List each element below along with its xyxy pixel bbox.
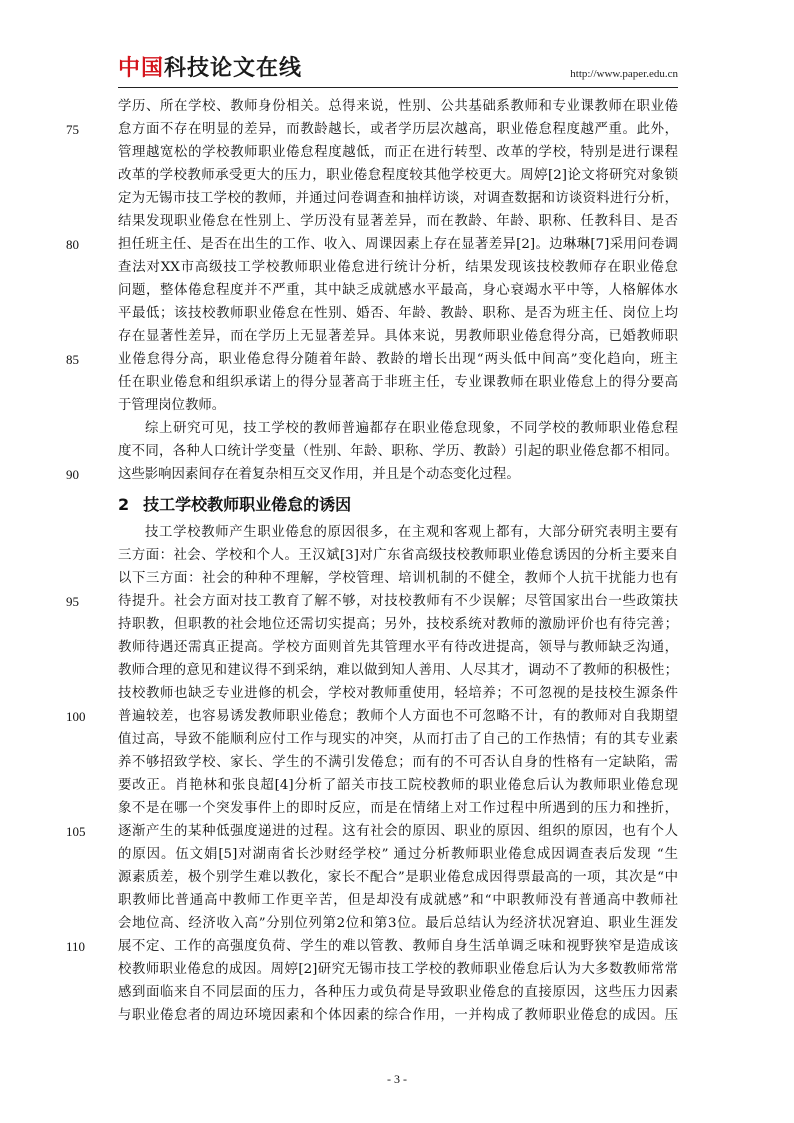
- text-line: [118, 187, 678, 210]
- text-line: [118, 141, 678, 164]
- text-line: [118, 889, 678, 912]
- text-line: [118, 164, 678, 187]
- line-text: 展不定、工作的高强度负荷、学生的难以管教、教师自身生活单调乏味和视野狭窄是造成该: [118, 939, 678, 954]
- text-line: [118, 843, 678, 866]
- line-number: 75: [66, 122, 79, 137]
- text-line: [66, 590, 678, 613]
- text-line: [66, 118, 678, 141]
- site-logo: [118, 56, 302, 82]
- text-line: [118, 279, 678, 302]
- line-number: 80: [66, 237, 79, 252]
- line-text: 怠方面不存在明显的差异，而教龄越长，或者学历层次越高，职业倦怠程度越严重。此外，: [118, 122, 678, 137]
- text-line: [118, 325, 678, 348]
- logo-red-text: 中国: [118, 56, 165, 81]
- line-text: 与职业倦怠者的周边环境因素和个体因素的综合作用，一并构成了教师职业倦怠的成因。压: [118, 1008, 678, 1023]
- text-line: [66, 463, 678, 486]
- text-line: [118, 797, 678, 820]
- line-text: 要改正。肖艳林和张良超[4]分析了韶关市技工院校教师的职业倦怠后认为教师职业倦怠现: [118, 778, 678, 793]
- text-line: [66, 820, 678, 843]
- line-number: 105: [66, 824, 86, 839]
- text-line: [118, 636, 678, 659]
- line-text: 会地位高、经济收入高”分别位列第2位和第3位。最后总结认为经济状况窘迫、职业生涯发: [118, 916, 678, 931]
- paragraph-block-2: [66, 521, 678, 1027]
- line-text: 持职教，但职教的社会地位还需切实提高；另外，技校系统对教师的激励评价也有待完善；: [118, 617, 678, 632]
- text-line: [118, 371, 678, 394]
- line-text: 源素质差，极个别学生难以教化，家长不配合”是职业倦怠成因得票最高的一项，其次是“中: [118, 870, 678, 885]
- line-text: 三方面：社会、学校和个人。王汉斌[3]对广东省高级技校教师职业倦怠诱因的分析主要来自: [118, 548, 678, 563]
- section-number: 2: [118, 495, 130, 514]
- text-line: [118, 774, 678, 797]
- text-line: [118, 256, 678, 279]
- text-line: [118, 613, 678, 636]
- line-text: 任在职业倦怠和组织承诺上的得分显著高于非班主任，专业课教师在职业倦怠上的得分要高: [118, 375, 678, 390]
- line-text: 值过高，导致不能顺利应付工作与现实的冲突，从而打击了自己的工作热情；有的其专业素: [118, 732, 678, 747]
- line-text: 业倦怠得分高，职业倦怠得分随着年龄、教龄的增长出现“两头低中间高”变化趋向，班主: [118, 352, 678, 367]
- text-line: [118, 981, 678, 1004]
- text-line: [118, 417, 678, 440]
- text-line: [66, 233, 678, 256]
- section-title: 技工学校教师职业倦怠的诱因: [143, 495, 352, 514]
- line-text: 学历、所在学校、教师身份相关。总得来说，性别、公共基础系教师和专业课教师在职业倦: [118, 99, 678, 114]
- text-line: [118, 751, 678, 774]
- site-url: http://www.paper.edu.cn: [570, 68, 678, 80]
- text-line: [118, 521, 678, 544]
- text-line: [118, 1004, 678, 1027]
- line-text: 感到面临来自不同层面的压力，各种压力或负荷是导致职业倦怠的直接原因，这些压力因素: [118, 985, 678, 1000]
- line-number: 90: [66, 467, 79, 482]
- text-line: [66, 348, 678, 371]
- section-heading: [118, 488, 678, 521]
- text-line: [118, 682, 678, 705]
- line-text: 普遍较差，也容易诱发教师职业倦怠；教师个人方面也不可忽略不计，有的教师对自我期望: [118, 709, 678, 724]
- text-line: [118, 544, 678, 567]
- line-text: 的原因。伍文娟[5]对湖南省长沙财经学校” 通过分析教师职业倦怠成因调查表后发现 “生: [118, 847, 678, 862]
- text-line: [118, 210, 678, 233]
- line-text: 养不够招致学校、家长、学生的不满引发倦怠；而有的不可否认自身的性格有一定缺陷，需: [118, 755, 678, 770]
- text-line: [118, 567, 678, 590]
- text-line: [118, 440, 678, 463]
- line-number: 110: [66, 939, 86, 954]
- line-text: 职教师比普通高中教师工作更辛苦，但是却没有成就感”和“中职教师没有普通高中教师社: [118, 893, 678, 908]
- line-number: 85: [66, 352, 79, 367]
- page-header: [118, 56, 678, 84]
- text-line: [118, 302, 678, 325]
- logo-dark-text: 科技论文在线: [164, 56, 303, 81]
- line-text: 象不是在哪一个突发事件上的即时反应，而是在情绪上对工作过程中所遇到的压力和挫折，: [118, 801, 678, 816]
- line-number: 100: [66, 709, 86, 724]
- line-number: 95: [66, 594, 79, 609]
- line-text: 改革的学校教师承受更大的压力，职业倦怠程度较其他学校更大。周婷[2]论文将研究对象锁: [118, 168, 678, 183]
- text-line: [118, 912, 678, 935]
- line-text: 平最低；该技校教师职业倦怠在性别、婚否、年龄、教龄、职称、是否为班主任、岗位上均: [118, 306, 678, 321]
- line-text: 技校教师也缺乏专业进修的机会，学校对教师重使用，轻培养；不可忽视的是技校生源条件: [118, 686, 678, 701]
- text-line: [118, 394, 678, 417]
- line-text: 教师待遇还需真正提高。学校方面则首先其管理水平有待改进提高，领导与教师缺乏沟通，: [118, 640, 678, 655]
- line-text: 度不同，各种人口统计学变量（性别、年龄、职称、学历、教龄）引起的职业倦怠都不相同。: [118, 444, 678, 459]
- header-rule: [118, 87, 678, 88]
- line-text: 查法对XX市高级技工学校教师职业倦怠进行统计分析，结果发现该技校教师存在职业倦怠: [118, 260, 678, 275]
- line-text: 定为无锡市技工学校的教师，并通过问卷调查和抽样访谈，对调查数据和访谈资料进行分析，: [118, 191, 678, 206]
- line-text: 结果发现职业倦怠在性别上、学历没有显著差异，而在教龄、年龄、职称、任教科目、是否: [118, 214, 678, 229]
- line-text: 担任班主任、是否在出生的工作、收入、周课因素上存在显著差异[2]。边琳琳[7]采用问卷调: [118, 237, 678, 252]
- line-text: 校教师职业倦怠的成因。周婷[2]研究无锡市技工学校的教师职业倦怠后认为大多数教师常常: [118, 962, 678, 977]
- line-text: 管理越宽松的学校教师职业倦怠程度越低，而正在进行转型、改革的学校，特别是进行课程: [118, 145, 678, 160]
- paragraph-block-1: [66, 95, 678, 486]
- line-text: 待提升。社会方面对技工教育了解不够，对技校教师有不少误解；尽管国家出台一些政策扶: [118, 594, 678, 609]
- line-text: 技工学校教师产生职业倦怠的原因很多，在主观和客观上都有，大部分研究表明主要有: [145, 525, 678, 540]
- text-line: [66, 705, 678, 728]
- line-text: 这些影响因素间存在着复杂相互交叉作用，并且是个动态变化过程。: [118, 467, 520, 482]
- line-text: 逐渐产生的某种低强度递进的过程。这有社会的原因、职业的原因、组织的原因，也有个人: [118, 824, 678, 839]
- line-text: 综上研究可见，技工学校的教师普遍都存在职业倦怠现象，不同学校的教师职业倦怠程: [145, 421, 678, 436]
- line-text: 问题，整体倦怠程度并不严重，其中缺乏成就感水平最高，身心衰竭水平中等，人格解体水: [118, 283, 678, 298]
- text-line: [118, 728, 678, 751]
- text-line: [118, 659, 678, 682]
- line-text: 于管理岗位教师。: [118, 398, 226, 413]
- main-text: [66, 95, 678, 1027]
- line-text: 教师合理的意见和建议得不到采纳，难以做到知人善用、人尽其才，调动不了教师的积极性；: [118, 663, 678, 678]
- page-number: - 3 -: [387, 1072, 407, 1086]
- text-line: [118, 958, 678, 981]
- line-text: 以下三方面：社会的种种不理解，学校管理、培训机制的不健全，教师个人抗干扰能力也有: [118, 571, 678, 586]
- line-text: 存在显著性差异，而在学历上无显著差异。具体来说，男教师职业倦怠得分高，已婚教师职: [118, 329, 678, 344]
- text-line: [118, 95, 678, 118]
- text-line: [66, 935, 678, 958]
- text-line: [118, 866, 678, 889]
